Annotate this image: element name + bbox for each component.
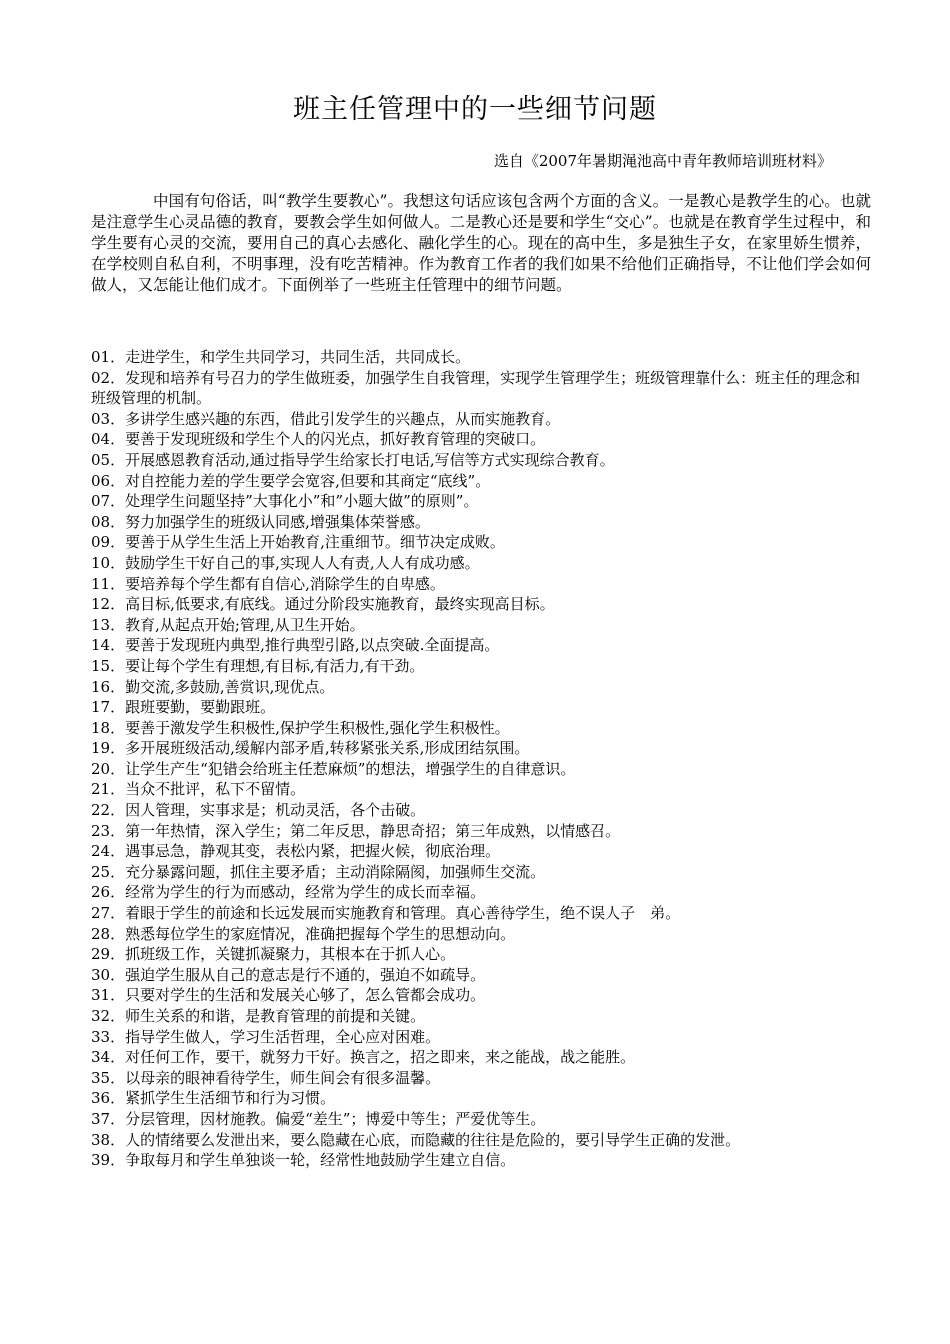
item-number: 27．: [91, 904, 126, 923]
list-item: [91, 1027, 871, 1048]
list-item: [91, 347, 871, 368]
list-item: [91, 491, 871, 512]
item-number: 35．: [91, 1068, 126, 1087]
list-item: [91, 1088, 871, 1109]
item-text: 人的情绪要么发泄出来，要么隐藏在心底，而隐藏的往往是危险的，要引导学生正确的发泄。: [125, 1130, 741, 1149]
list-item: [91, 512, 871, 533]
item-number: 18．: [91, 718, 126, 737]
list-item: [91, 965, 871, 986]
item-number: 04．: [91, 430, 126, 449]
item-text: 勤交流,多鼓励,善赏识,现优点。: [125, 677, 335, 696]
list-item: [91, 615, 871, 636]
list-item: [91, 594, 871, 615]
item-text: 多讲学生感兴趣的东西，借此引发学生的兴趣点，从而实施教育。: [125, 409, 561, 428]
item-text: 因人管理，实事求是；机动灵活，各个击破。: [125, 801, 426, 820]
list-item: [91, 882, 871, 903]
item-number: 33．: [91, 1027, 126, 1046]
item-text: 熟悉每位学生的家庭情况，准确把握每个学生的思想动向。: [125, 924, 516, 943]
list-item: [91, 532, 871, 553]
item-number: 24．: [91, 842, 126, 861]
list-item: [91, 635, 871, 656]
list-item: [91, 429, 871, 450]
list-item: [91, 677, 871, 698]
item-number: 37．: [91, 1109, 126, 1128]
item-text: 要培养每个学生都有自信心,消除学生的自卑感。: [125, 574, 445, 593]
item-number: 25．: [91, 862, 126, 881]
item-text: 要善于激发学生积极性,保护学生积极性,强化学生积极性。: [125, 718, 510, 737]
item-text: 发现和培养有号召力的学生做班委，加强学生自我管理，实现学生管理学生；班级管理靠什么：班主任的理念和班级管理的机制。: [91, 368, 861, 408]
list-item: [91, 903, 871, 924]
item-number: 21．: [91, 780, 126, 799]
list-item: [91, 779, 871, 800]
item-text: 经常为学生的行为而感动，经常为学生的成长而幸福。: [125, 883, 486, 902]
list-item: [91, 450, 871, 471]
item-text: 对任何工作，要干，就努力干好。换言之，招之即来，来之能战，战之能胜。: [125, 1048, 636, 1067]
list-item: [91, 738, 871, 759]
item-number: 23．: [91, 821, 126, 840]
list-item: [91, 862, 871, 883]
item-text: 要让每个学生有理想,有目标,有活力,有干劲。: [125, 656, 425, 675]
item-number: 07．: [91, 492, 126, 511]
item-text: 走进学生，和学生共同学习，共同生活，共同成长。: [125, 348, 471, 366]
item-number: 36．: [91, 1089, 126, 1108]
list-item: [91, 368, 871, 409]
list-item: [91, 1150, 871, 1171]
source-line: 选自《2007年暑期渑池高中青年教师培训班材料》: [493, 152, 832, 170]
item-text: 多开展班级活动,缓解内部矛盾,转移紧张关系,形成团结氛围。: [125, 739, 530, 758]
item-number: 20．: [91, 759, 126, 778]
intro-paragraph: 中国有句俗话，叫“教学生要教心”。我想这句话应该包含两个方面的含义。一是教心是教学生的心。也就是注意学生心灵品德的教育，要教会学生如何做人。二是教心还是要和学生“交心”。也就是在教育学生过程中，和学生要有心灵的交流，要用自己的真心去感化、融化学生的心。现在的高中生，多是独生子女，在家里娇生惯养，在学校则自私自利，不明事理，没有吃苦精神。作为教育工作者的我们如果不给他们正确指导，不让他们学会如何做人，又怎能让他们成才。下面例举了一些班主任管理中的细节问题。: [91, 192, 871, 294]
item-text: 紧抓学生生活细节和行为习惯。: [125, 1089, 336, 1108]
item-number: 16．: [91, 677, 126, 696]
list-item: [91, 1130, 871, 1151]
list-item: [91, 985, 871, 1006]
item-text: 处理学生问题坚持”大事化小”和”小题大做”的原则”。: [125, 492, 479, 511]
item-text: 强迫学生服从自己的意志是行不通的，强迫不如疏导。: [125, 965, 486, 984]
item-text: 师生关系的和谐，是教育管理的前提和关键。: [125, 1007, 426, 1025]
item-number: 17．: [91, 698, 126, 717]
item-text: 指导学生做人，学习生活哲理，全心应对困难。: [125, 1027, 441, 1046]
list-item: [91, 821, 871, 842]
list-item: [91, 944, 871, 965]
item-number: 02．: [91, 368, 126, 387]
item-text: 充分暴露问题，抓住主要矛盾；主动消除隔阂，加强师生交流。: [125, 862, 546, 881]
list-item: [91, 1047, 871, 1068]
item-number: 26．: [91, 883, 126, 902]
item-text: 开展感恩教育活动,通过指导学生给家长打电话,写信等方式实现综合教育。: [125, 450, 615, 469]
list-item: [91, 924, 871, 945]
list-item: [91, 553, 871, 574]
item-text: 第一年热情，深入学生；第二年反思，静思奇招；第三年成熟，以情感召。: [125, 821, 621, 840]
item-text: 要善于发现班级和学生个人的闪光点，抓好教育管理的突破口。: [125, 430, 546, 449]
list-item: [91, 471, 871, 492]
item-number: 31．: [91, 986, 126, 1005]
item-text: 努力加强学生的班级认同感,增强集体荣誉感。: [125, 512, 430, 531]
item-number: 09．: [91, 533, 126, 552]
list-item: [91, 759, 871, 780]
item-text: 鼓励学生干好自己的事,实现人人有责,人人有成功感。: [125, 553, 480, 572]
item-number: 01．: [91, 348, 126, 366]
item-text: 当众不批评，私下不留情。: [125, 780, 306, 799]
item-number: 38．: [91, 1130, 126, 1149]
item-number: 22．: [91, 801, 126, 820]
item-number: 03．: [91, 409, 126, 428]
item-number: 06．: [91, 471, 126, 490]
item-text: 教育,从起点开始;管理,从卫生开始。: [125, 615, 365, 634]
list-item: [91, 718, 871, 739]
item-text: 让学生产生“犯错会给班主任惹麻烦”的想法，增强学生的自律意识。: [125, 759, 576, 778]
item-text: 高目标,低要求,有底线。通过分阶段实施教育，最终实现高目标。: [125, 595, 555, 614]
item-text: 以母亲的眼神看待学生，师生间会有很多温馨。: [125, 1068, 441, 1087]
item-number: 15．: [91, 656, 126, 675]
item-number: 08．: [91, 512, 126, 531]
item-text: 着眼于学生的前途和长远发展而实施教育和管理。真心善待学生，绝不误人子 弟。: [125, 904, 681, 923]
item-number: 19．: [91, 739, 126, 758]
item-number: 39．: [91, 1151, 126, 1170]
item-number: 32．: [91, 1007, 126, 1025]
item-number: 14．: [91, 636, 126, 655]
item-text: 只要对学生的生活和发展关心够了，怎么管都会成功。: [125, 986, 486, 1005]
item-number: 34．: [91, 1048, 126, 1067]
item-number: 30．: [91, 965, 126, 984]
item-text: 跟班要勤，要勤跟班。: [125, 698, 276, 717]
list-item: [91, 1109, 871, 1130]
list-item: [91, 656, 871, 677]
list-item: [91, 1006, 871, 1027]
list-item: [91, 574, 871, 595]
item-number: 12．: [91, 595, 126, 614]
list-item: [91, 1068, 871, 1089]
list-item: [91, 841, 871, 862]
tips-list: [91, 347, 871, 1171]
item-number: 29．: [91, 945, 126, 964]
item-text: 争取每月和学生单独谈一轮，经常性地鼓励学生建立自信。: [125, 1151, 516, 1170]
list-item: [91, 409, 871, 430]
item-text: 抓班级工作，关键抓凝聚力，其根本在于抓人心。: [125, 945, 456, 964]
item-number: 05．: [91, 450, 126, 469]
item-number: 28．: [91, 924, 126, 943]
item-text: 分层管理，因材施教。偏爱“差生”；博爱中等生；严爱优等生。: [125, 1109, 546, 1128]
page-title: 班主任管理中的一些细节问题: [293, 94, 657, 125]
item-number: 11．: [91, 574, 126, 593]
list-item: [91, 800, 871, 821]
list-item: [91, 697, 871, 718]
item-text: 对自控能力差的学生要学会宽容,但要和其商定“底线”。: [125, 471, 491, 490]
item-text: 遇事忌急，静观其变，表松内紧，把握火候，彻底治理。: [125, 842, 501, 861]
item-text: 要善于从学生生活上开始教育,注重细节。细节决定成败。: [125, 533, 505, 552]
item-number: 13．: [91, 615, 126, 634]
item-number: 10．: [91, 553, 126, 572]
item-text: 要善于发现班内典型,推行典型引路,以点突破.全面提高。: [125, 636, 500, 655]
